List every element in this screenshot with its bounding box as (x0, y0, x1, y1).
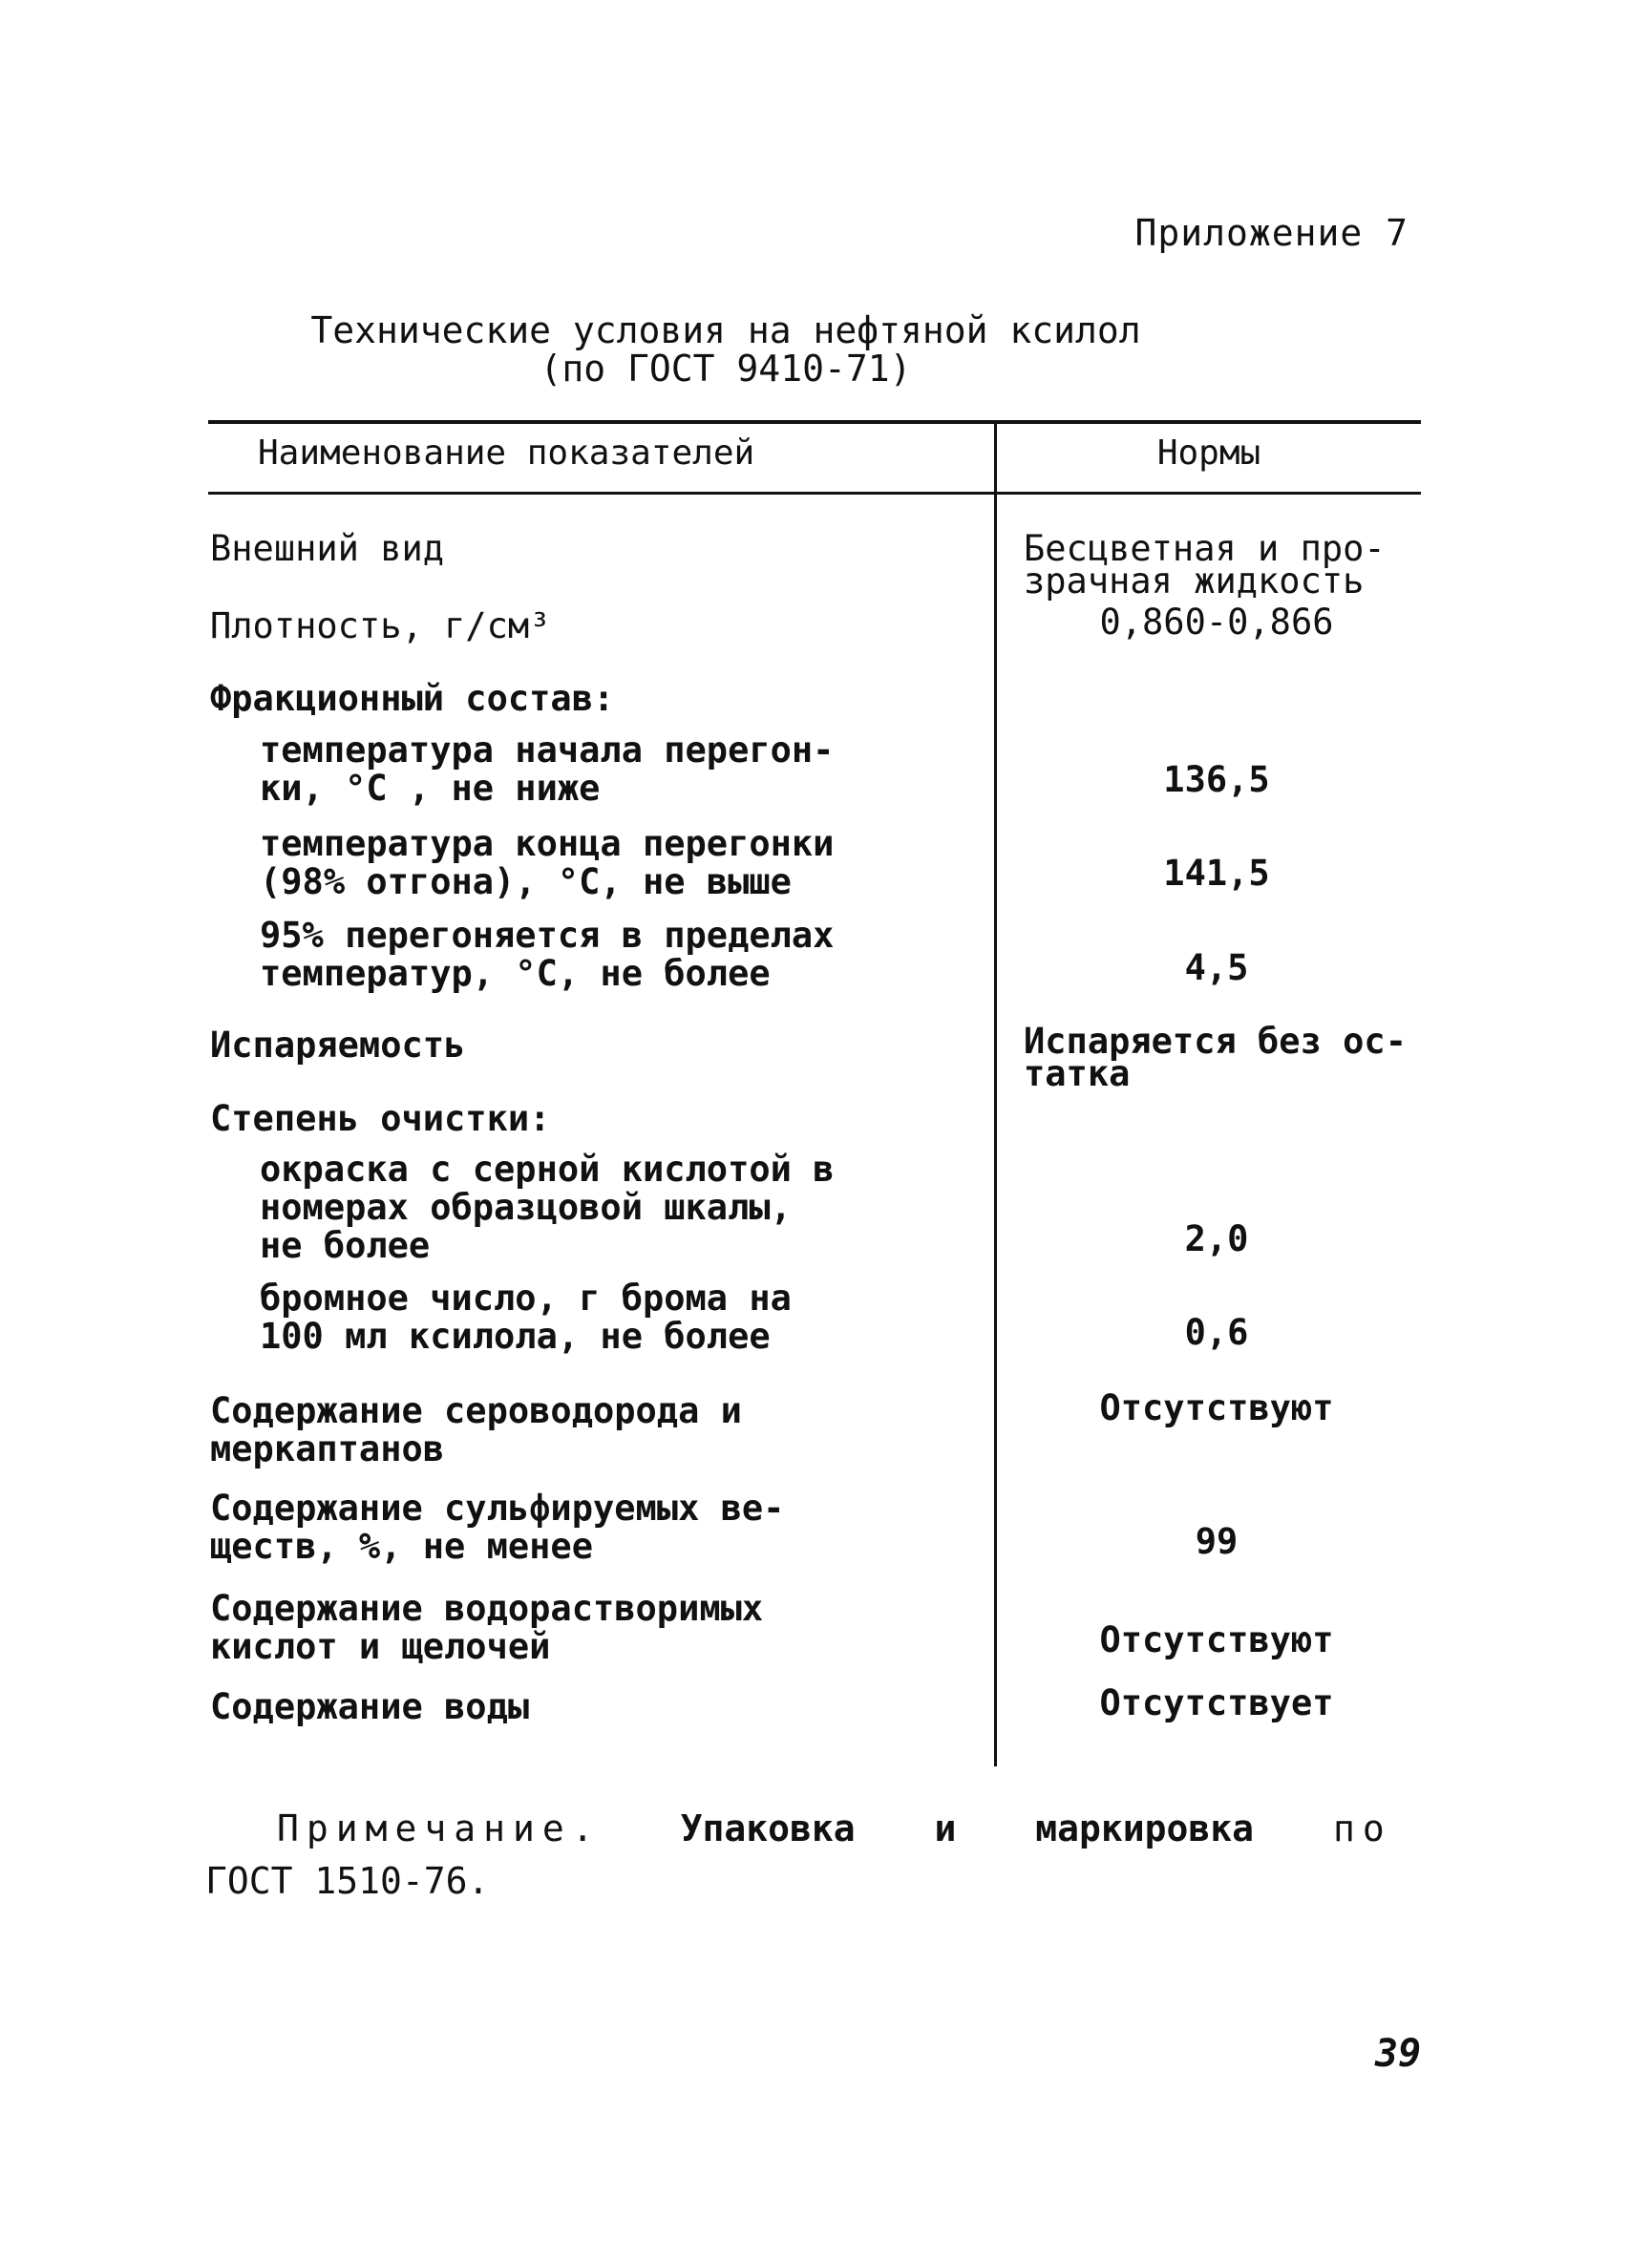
row-value-hydrogen-sulfide: Отсутствуют (1099, 1387, 1334, 1428)
row-name-bromine-number: бромное число, г брома на 100 мл ксилола, не более (260, 1278, 792, 1357)
page-number: 39 (1375, 2032, 1422, 2076)
appendix-label: Приложение 7 (1134, 212, 1408, 254)
row-value-sulfonatable-substances: 99 (1195, 1521, 1239, 1562)
row-value-initial-boiling-temp: 136,5 (1163, 759, 1270, 800)
row-name-volatility: Испаряемость (210, 1025, 466, 1066)
row-name-initial-boiling-temp: температура начала перегон- ки, °С , не ниже (260, 729, 835, 809)
row-value-water-soluble-acids: Отсутствуют (1099, 1619, 1334, 1660)
note-line-1 (205, 1805, 1392, 1852)
table-header-name: Наименование показателей (258, 433, 755, 473)
document-subtitle: (по ГОСТ 9410-71) (540, 348, 912, 390)
row-value-density: 0,860-0,866 (1099, 602, 1334, 643)
row-name-sulfonatable-substances: Содержание сульфируемых ве- ществ, %, не менее (210, 1488, 785, 1567)
note-label: Примечание. (277, 1807, 602, 1849)
table-header-rule (208, 492, 1421, 495)
row-value-water-content: Отсутствует (1099, 1682, 1334, 1723)
note-line-2: ГОСТ 1510-76. (205, 1860, 490, 1902)
document-title: Технические условия на нефтяной ксилол (310, 309, 1141, 351)
row-value-sulfuric-acid-color: 2,0 (1184, 1218, 1249, 1259)
table-top-rule (208, 420, 1421, 424)
row-value-95-percent-range: 4,5 (1184, 947, 1249, 988)
note-text-marking: маркировка (1035, 1807, 1255, 1849)
note-text-by: по (1332, 1807, 1392, 1849)
row-value-bromine-number: 0,6 (1184, 1312, 1249, 1353)
row-value-final-boiling-temp: 141,5 (1163, 853, 1270, 894)
row-name-appearance: Внешний вид (210, 528, 445, 569)
row-name-water-soluble-acids: Содержание водорастворимых кислот и щелочей (210, 1588, 764, 1667)
row-name-final-boiling-temp: температура конца перегонки (98% отгона), °С, не выше (260, 823, 835, 902)
row-group-purification-degree: Степень очистки: (210, 1098, 551, 1139)
note-text-and: и (934, 1807, 957, 1849)
row-name-hydrogen-sulfide: Содержание сероводорода и меркаптанов (210, 1390, 742, 1469)
row-group-fractional-composition: Фракционный состав: (210, 678, 615, 719)
row-value-volatility: Испаряется без ос- татка (1024, 1021, 1407, 1094)
note-text-packaging: Упаковка (680, 1807, 856, 1849)
row-name-95-percent-range: 95% перегоняется в пределах температур, °С, не более (260, 915, 835, 994)
table-header-norms: Нормы (1156, 433, 1261, 473)
row-value-appearance: Бесцветная и про- зрачная жидкость (1024, 528, 1386, 602)
row-name-water-content: Содержание воды (210, 1686, 530, 1727)
row-name-density: Плотность, г/см³ (210, 605, 551, 646)
row-name-sulfuric-acid-color: окраска с серной кислотой в номерах образцовой шкалы, не более (260, 1149, 835, 1266)
